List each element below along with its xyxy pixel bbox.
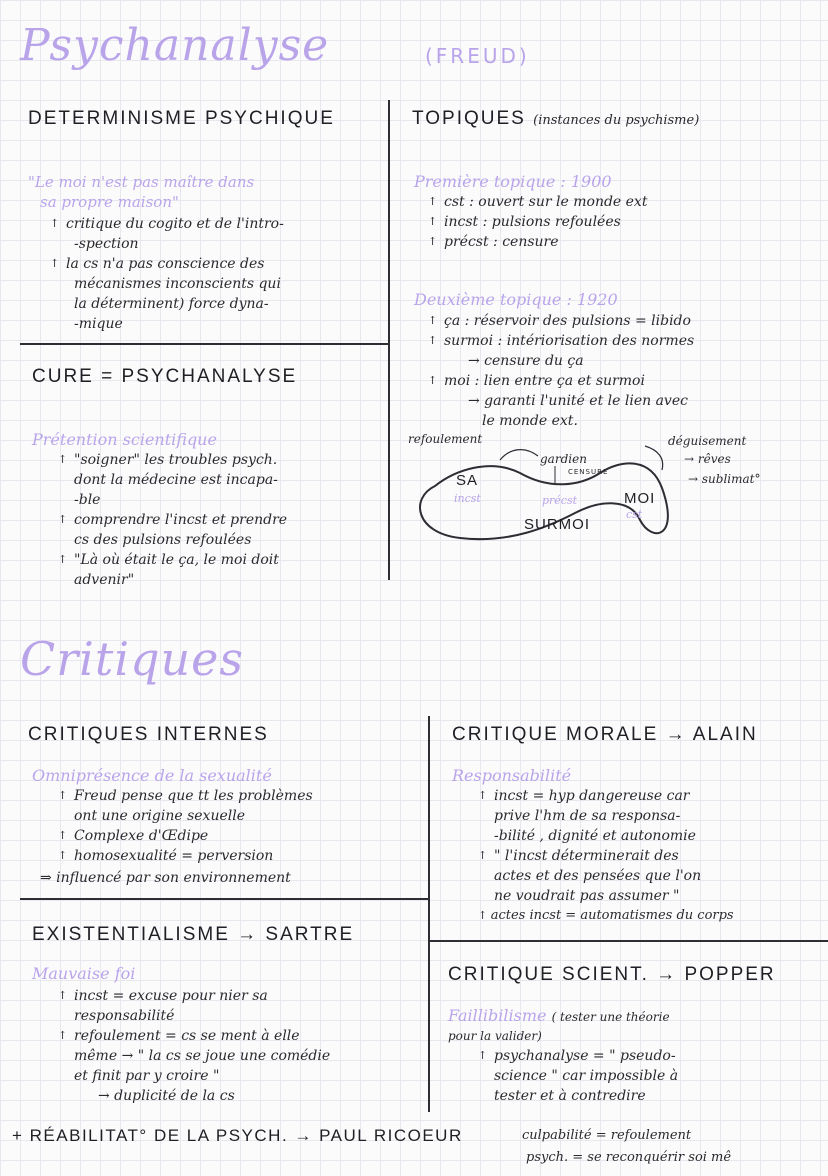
topiques-heading-text: TOPIQUES (412, 108, 526, 129)
list-item (58, 490, 287, 510)
internes-sub: Omniprésence de la sexualité (32, 766, 272, 785)
diagram-sa: SA (456, 472, 479, 489)
diagram-surmoi: SURMOI (524, 516, 590, 533)
internes-conclusion: ⇒ influencé par son environnement (40, 870, 291, 886)
list-item (50, 314, 284, 334)
list-item: ↑ homosexualité = perversion (58, 846, 313, 866)
list-item: ↑ "Là où était le ça, le moi doit (58, 550, 287, 570)
scient-sub-note2: pour la valider) (448, 1029, 542, 1043)
determinisme-quote-line1: "Le moi n'est pas maître dans (28, 173, 255, 191)
list-item: ↑ moi : lien entre ça et surmoi (428, 371, 694, 391)
list-item: ↑ " l'incst déterminerait des (478, 846, 701, 866)
list-item: ↑ comprendre l'incst et prendre (58, 510, 287, 530)
list-item-text: cs des pulsions refoulées (74, 532, 252, 548)
footer-note2: psych. = se reconquérir soi mê (526, 1150, 732, 1165)
diagram-censure: CENSURE (568, 468, 609, 476)
morale-sub: Responsabilité (452, 766, 572, 785)
list-item: ↑ précst : censure (428, 232, 647, 252)
footer-note1: culpabilité = refoulement (522, 1128, 692, 1143)
critiques-title: Critiques (20, 632, 244, 686)
arrow-glyph: ↑ (478, 909, 491, 922)
list-item (58, 1066, 330, 1086)
list-item (58, 570, 287, 590)
internes-list (58, 786, 313, 866)
list-item: ↑ cst : ouvert sur le monde ext (428, 192, 647, 212)
list-item-text: -ble (74, 492, 101, 508)
list-item-text: -mique (74, 316, 123, 332)
premiere-topique-title: Première topique : 1900 (414, 172, 612, 191)
critiques-left-divider (20, 898, 430, 900)
list-item (58, 806, 313, 826)
list-item (478, 866, 701, 886)
list-item-text: actes incst = automatismes du corps (490, 908, 734, 923)
list-item-text: → censure du ça (468, 353, 584, 369)
morale-last-item (478, 906, 734, 926)
scient-sub-line (448, 1006, 670, 1027)
list-item (58, 470, 287, 490)
column-divider (388, 100, 390, 580)
list-item (50, 294, 284, 314)
list-item-text: mécanismes inconscients qui (74, 276, 281, 292)
list-item (50, 234, 284, 254)
diagram-refoulement: refoulement (408, 432, 483, 446)
cure-sub: Prétention scientifique (32, 430, 217, 449)
diagram-incst: incst (454, 492, 481, 505)
list-item: ↑ Complexe d'Œdipe (58, 826, 313, 846)
list-item (58, 1046, 330, 1066)
list-item (478, 1066, 678, 1086)
scient-list (478, 1046, 678, 1106)
list-item (478, 806, 701, 826)
list-item-text: ont une origine sexuelle (74, 808, 245, 824)
diagram-moi: MOI (624, 490, 656, 507)
cure-heading: CURE = PSYCHANALYSE (32, 366, 298, 387)
existentialisme-sub: Mauvaise foi (32, 964, 136, 983)
list-item (478, 826, 701, 846)
list-item: ↑ surmoi : intériorisation des normes (428, 331, 694, 351)
list-item-text: la déterminent) force dyna- (74, 296, 269, 312)
footer-ricoeur: + RÉABILITAT° DE LA PSYCH. → PAUL RICOEUR (12, 1126, 463, 1145)
existentialisme-heading: EXISTENTIALISME → SARTRE (32, 924, 355, 945)
list-item: ↑ critique du cogito et de l'intro- (50, 214, 284, 234)
list-item: ↑ incst = hyp dangereuse car (478, 786, 701, 806)
critiques-column-divider (428, 716, 430, 1112)
page-title: Psychanalyse (20, 20, 330, 71)
list-item (58, 1086, 330, 1106)
section-divider (20, 343, 388, 345)
determinisme-heading: DETERMINISME PSYCHIQUE (28, 108, 335, 129)
list-item-text: et finit par y croire " (74, 1068, 220, 1084)
list-item-text: → duplicité de la cs (98, 1088, 235, 1104)
morale-heading: CRITIQUE MORALE → ALAIN (452, 724, 758, 745)
list-item-text: science " car impossible à (494, 1068, 679, 1084)
list-item: ↑ refoulement = cs se ment à elle (58, 1026, 330, 1046)
diagram-precst: précst (542, 494, 578, 507)
list-item (478, 886, 701, 906)
scient-sub-note: ( tester une théorie (551, 1010, 670, 1024)
cure-list (58, 450, 287, 590)
diagram-deguisement: déguisement (668, 434, 747, 448)
list-item-text: ne voudrait pas assumer " (494, 888, 680, 904)
page-subtitle: (FREUD) (425, 44, 530, 68)
list-item: ↑ Freud pense que tt les problèmes (58, 786, 313, 806)
deguisement-arrow (645, 446, 663, 470)
topiques-heading-note: (instances du psychisme) (533, 113, 700, 128)
list-item-text: responsabilité (74, 1008, 175, 1024)
deuxieme-topique-title: Deuxième topique : 1920 (414, 290, 618, 309)
list-item: ↑ psychanalyse = " pseudo- (478, 1046, 678, 1066)
list-item-text: advenir" (74, 572, 135, 588)
list-item-text: dont la médecine est incapa- (74, 472, 278, 488)
topiques-heading (412, 108, 699, 130)
list-item: ↑ incst : pulsions refoulées (428, 212, 647, 232)
list-item (50, 274, 284, 294)
list-item-text: -bilité , dignité et autonomie (494, 828, 696, 844)
diagram-sublimat: → sublimat° (688, 472, 761, 486)
list-item-text: actes et des pensées que l'on (494, 868, 702, 884)
list-item-text: tester et à contredire (494, 1088, 646, 1104)
diagram-reves: → rêves (684, 452, 731, 466)
diagram-gardien: gardien (540, 452, 587, 466)
deuxieme-topique-list (428, 311, 694, 431)
determinisme-list (50, 214, 284, 334)
list-item: ↑ incst = excuse pour nier sa (58, 986, 330, 1006)
list-item: ↑ "soigner" les troubles psych. (58, 450, 287, 470)
morale-list (478, 786, 701, 906)
list-item: ↑ la cs n'a pas conscience des (50, 254, 284, 274)
diagram-cst: cst (626, 508, 643, 521)
determinisme-quote-line2: sa propre maison" (40, 193, 179, 211)
list-item-text: prive l'hm de sa responsa- (494, 808, 681, 824)
critiques-right-divider (428, 940, 828, 942)
list-item-text: → garanti l'unité et le lien avec (468, 393, 688, 409)
scient-heading: CRITIQUE SCIENT. → POPPER (448, 964, 776, 985)
list-item-text: -spection (74, 236, 139, 252)
internes-heading: CRITIQUES INTERNES (28, 724, 269, 745)
list-item-text: même → " la cs se joue une comédie (74, 1048, 331, 1064)
list-item (58, 530, 287, 550)
list-item (428, 391, 694, 411)
list-item (478, 1086, 678, 1106)
list-item: ↑ ça : réservoir des pulsions = libido (428, 311, 694, 331)
list-item-text: le monde ext. (482, 413, 578, 429)
existentialisme-list (58, 986, 330, 1106)
premiere-topique-list (428, 192, 647, 252)
refoulement-arrow (500, 450, 538, 460)
list-item (428, 351, 694, 371)
list-item (58, 1006, 330, 1026)
scient-sub: Faillibilisme (448, 1006, 547, 1025)
